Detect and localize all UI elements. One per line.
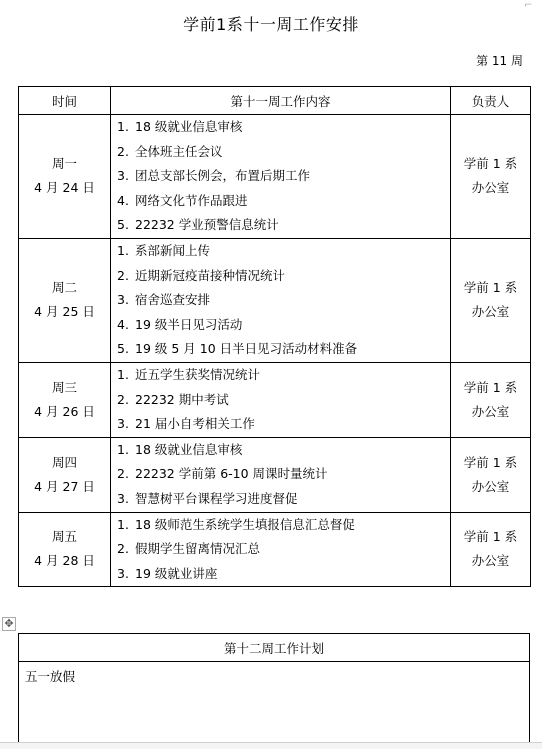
task-text: 18 级就业信息审核: [135, 441, 243, 457]
owner-line2: 办公室: [471, 478, 510, 494]
task-list: [117, 438, 450, 512]
task-text: 近五学生获奖情况统计: [135, 366, 261, 382]
owner-cell: [451, 115, 531, 239]
task-number: 2.: [117, 466, 129, 482]
day-date: 4 月 28 日: [34, 553, 95, 569]
day-date: 4 月 27 日: [34, 478, 95, 494]
task-number: 2.: [117, 267, 129, 283]
task-item: [117, 288, 450, 313]
task-text: 22232 期中考试: [135, 391, 229, 407]
day-date: 4 月 26 日: [34, 403, 95, 419]
task-item: [117, 388, 450, 413]
plan-content[interactable]: 五一放假: [19, 662, 530, 748]
owner-line2: 办公室: [471, 403, 510, 419]
tasks-cell: [111, 362, 451, 437]
owner-line1: 学前 1 系: [463, 280, 518, 296]
task-text: 系部新闻上传: [135, 242, 211, 258]
owner-line1: 学前 1 系: [463, 379, 518, 395]
task-number: 1.: [117, 366, 129, 382]
task-item: [117, 412, 450, 437]
task-text: 团总支部长例会，布置后期工作: [135, 168, 311, 184]
task-text: 假期学生留离情况汇总: [135, 541, 261, 557]
task-text: 全体班主任会议: [135, 143, 223, 159]
task-number: 1.: [117, 242, 129, 258]
task-number: 2.: [117, 391, 129, 407]
day-name: 周四: [51, 454, 77, 470]
task-text: 21 届小自考相关工作: [135, 416, 255, 432]
task-item: [117, 115, 450, 140]
task-item: [117, 562, 450, 587]
task-text: 智慧树平台课程学习进度督促: [135, 490, 298, 506]
plan-title: 第十二周工作计划: [19, 634, 530, 662]
task-text: 19 级半日见习活动: [135, 316, 243, 332]
task-number: 1.: [117, 119, 129, 134]
document-title: 学前1系十一周工作安排: [183, 15, 359, 34]
week-label: 第 11 周: [476, 54, 523, 68]
task-text: 19 级就业讲座: [135, 565, 218, 581]
task-number: 5.: [117, 341, 129, 357]
day-date: 4 月 25 日: [34, 304, 95, 320]
task-item: [117, 239, 450, 264]
task-number: 3.: [117, 292, 129, 308]
task-item: [117, 164, 450, 189]
owner-line2: 办公室: [471, 180, 510, 196]
owner-line1: 学前 1 系: [463, 454, 518, 470]
task-text: 宿舍巡查安排: [135, 292, 211, 308]
tasks-cell: [111, 437, 451, 512]
task-item: [117, 189, 450, 214]
task-item: [117, 140, 450, 165]
day-cell: [19, 238, 111, 362]
owner-line2: 办公室: [471, 304, 510, 320]
task-number: 2.: [117, 143, 129, 159]
day-name: 周一: [51, 156, 77, 172]
task-number: 3.: [117, 416, 129, 432]
corner-mark: ⌐: [524, 0, 533, 11]
header-content: 第十一周工作内容: [111, 87, 451, 115]
task-item: [117, 537, 450, 562]
plan-header-row: [19, 634, 530, 662]
task-list: [117, 363, 450, 437]
header-time: 时间: [19, 87, 111, 115]
schedule-row: [19, 512, 531, 587]
header-owner: 负责人: [451, 87, 531, 115]
owner-cell: [451, 512, 531, 587]
next-week-plan-table: [18, 633, 530, 748]
day-name: 周五: [51, 529, 77, 545]
task-item: [117, 363, 450, 388]
task-item: [117, 337, 450, 362]
task-number: 2.: [117, 541, 129, 557]
owner-line1: 学前 1 系: [463, 529, 518, 545]
task-item: [117, 213, 450, 238]
task-item: [117, 438, 450, 463]
task-item: [117, 513, 450, 538]
owner-line1: 学前 1 系: [463, 156, 518, 172]
task-list: [117, 513, 450, 587]
task-number: 4.: [117, 316, 129, 332]
task-item: [117, 264, 450, 289]
schedule-table: [18, 86, 531, 587]
day-name: 周三: [51, 379, 77, 395]
schedule-row: [19, 238, 531, 362]
task-text: 22232 学前第 6-10 周课时量统计: [135, 466, 328, 482]
task-item: [117, 462, 450, 487]
task-item: [117, 313, 450, 338]
bottom-ruler: [0, 742, 542, 749]
task-list: [117, 239, 450, 362]
plan-body-row: [19, 662, 530, 748]
tasks-cell: [111, 238, 451, 362]
task-text: 近期新冠疫苗接种情况统计: [135, 267, 286, 283]
day-cell: [19, 115, 111, 239]
day-name: 周二: [51, 280, 77, 296]
day-cell: [19, 512, 111, 587]
schedule-row: [19, 437, 531, 512]
task-number: 3.: [117, 565, 129, 581]
owner-cell: [451, 362, 531, 437]
task-number: 3.: [117, 168, 129, 184]
owner-cell: [451, 238, 531, 362]
day-date: 4 月 24 日: [34, 180, 95, 196]
day-cell: [19, 362, 111, 437]
day-cell: [19, 437, 111, 512]
schedule-row: [19, 362, 531, 437]
task-number: 1.: [117, 441, 129, 457]
schedule-header-row: [19, 87, 531, 115]
task-number: 1.: [117, 516, 129, 532]
task-text: 22232 学业预警信息统计: [135, 217, 279, 233]
task-number: 3.: [117, 490, 129, 506]
task-item: [117, 487, 450, 512]
owner-line2: 办公室: [471, 553, 510, 569]
schedule-row: [19, 115, 531, 239]
owner-cell: [451, 437, 531, 512]
task-list: [117, 115, 450, 238]
task-text: 18 级师范生系统学生填报信息汇总督促: [135, 516, 355, 532]
task-text: 18 级就业信息审核: [135, 119, 243, 134]
task-text: 网络文化节作品跟进: [135, 192, 248, 208]
move-arrows-icon[interactable]: ✥: [2, 617, 16, 631]
tasks-cell: [111, 115, 451, 239]
task-number: 5.: [117, 217, 129, 233]
task-number: 4.: [117, 192, 129, 208]
tasks-cell: [111, 512, 451, 587]
task-text: 19 级 5 月 10 日半日见习活动材料准备: [135, 341, 358, 357]
